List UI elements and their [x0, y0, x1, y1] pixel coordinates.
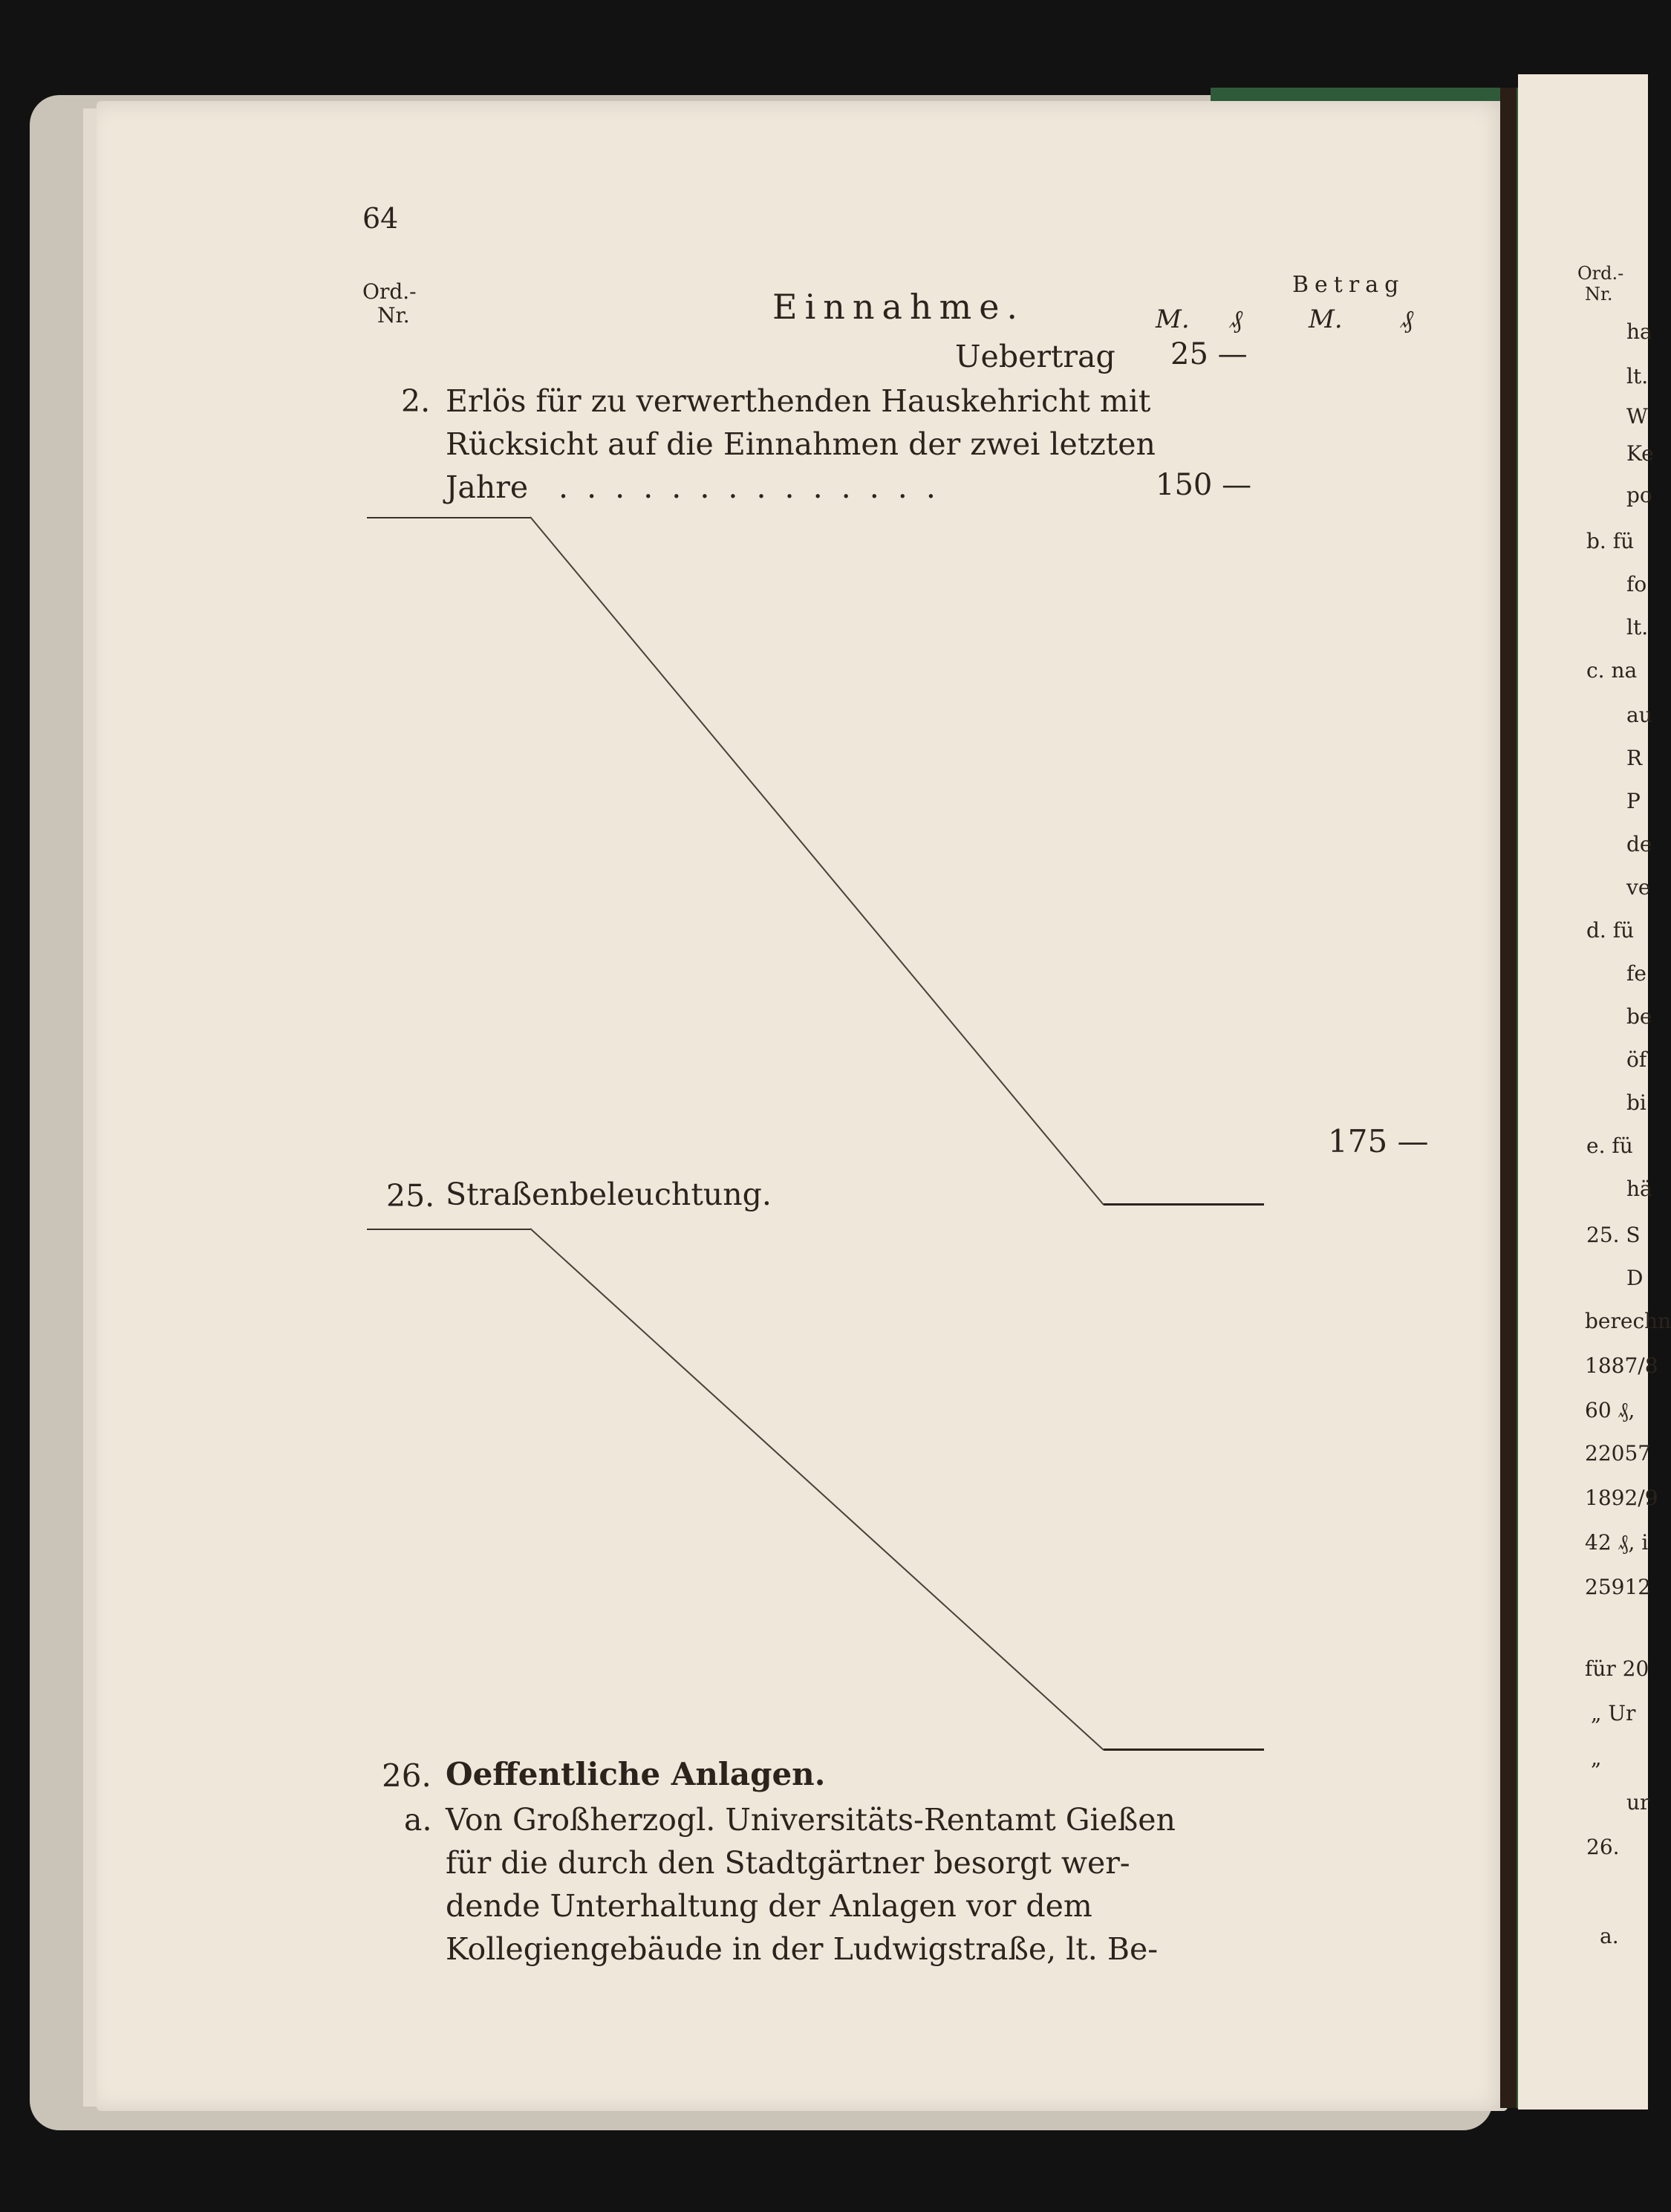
ord-nr-header-line2: Nr. [377, 303, 410, 328]
right-page-line-28: 1892/9 [1585, 1486, 1658, 1510]
right-page-line-11: R [1626, 746, 1643, 770]
right-page-line-23: D [1626, 1266, 1644, 1290]
item-2-cancel-diagonal [530, 517, 1104, 1205]
item-26a-label: a. [404, 1802, 432, 1838]
item-2-text-line2: Rücksicht auf die Einnahmen der zwei letzten [446, 426, 1156, 462]
item-26a-text-line3: dende Unterhaltung der Anlagen vor dem [446, 1888, 1092, 1924]
item-26-title: Oeffentliche Anlagen. [446, 1756, 826, 1792]
right-page-line-13: de [1626, 832, 1652, 856]
right-page-line-8: lt. [1626, 615, 1649, 640]
uebertrag-label: Uebertrag [955, 339, 1115, 374]
right-page-line-30: 25912 [1585, 1575, 1652, 1599]
right-page-line-18: öf [1626, 1047, 1647, 1072]
right-page-line-12: P [1626, 789, 1641, 813]
item-2-value: 150 — [1156, 468, 1252, 502]
right-page-line-26: 60 ₰, [1585, 1398, 1635, 1422]
item-2-text-line3: Jahre [446, 469, 529, 505]
right-page-line-5: po [1626, 483, 1652, 507]
right-page-line-2: lt. [1626, 364, 1649, 388]
right-page-line-35: 26. [1586, 1835, 1620, 1859]
right-page-ord: Ord.- [1577, 263, 1624, 284]
right-facing-page [1518, 74, 1671, 2109]
right-page-line-4: Ke [1626, 441, 1654, 466]
right-page-line-31: für 20 [1585, 1656, 1649, 1681]
right-page-line-6: b. fü [1586, 529, 1635, 553]
item-25-underline [367, 1229, 530, 1230]
page-number: 64 [362, 202, 399, 235]
ord-nr-header-line1: Ord.- [362, 279, 417, 304]
right-page-line-36: a. [1600, 1924, 1619, 1948]
right-page-line-29: 42 ₰, i [1585, 1530, 1649, 1555]
right-page-line-15: d. fü [1586, 918, 1635, 943]
right-page-line-27: 22057 [1585, 1441, 1652, 1466]
item-25-cancel-diagonal [530, 1229, 1104, 1750]
right-page-line-17: be [1626, 1004, 1652, 1029]
right-page-line-1: ha [1626, 319, 1652, 344]
item-26-number: 26. [382, 1757, 431, 1794]
right-page-line-14: ve [1626, 875, 1651, 900]
right-page-line-25: 1887/8 [1585, 1353, 1658, 1378]
subtotal-value: 175 — [1328, 1123, 1429, 1159]
subtotal-rule [1104, 1203, 1264, 1206]
right-page-line-21: hä [1626, 1177, 1652, 1201]
pfennig-column-header-1: ₰ [1230, 305, 1242, 334]
item-25-number: 25. [386, 1178, 435, 1214]
betrag-header: Betrag [1292, 272, 1405, 298]
right-page-nr: Nr. [1585, 284, 1613, 305]
item-2-leader-dots: . . . . . . . . . . . . . . [558, 469, 940, 505]
item-25-total-rule [1104, 1749, 1264, 1751]
right-page-line-20: e. fü [1586, 1133, 1633, 1158]
right-page-line-19: bi [1626, 1090, 1646, 1115]
mark-column-header-1: M. [1156, 305, 1190, 334]
item-2-text-line1: Erlös für zu verwerthenden Hauskehricht mit [446, 383, 1151, 419]
item-25-title: Straßenbeleuchtung. [446, 1177, 772, 1212]
right-page-line-34: ur [1626, 1790, 1650, 1815]
right-page-line-10: au [1626, 703, 1652, 727]
item-26a-text-line4: Kollegiengebäude in der Ludwigstraße, lt. Be- [446, 1931, 1159, 1967]
item-2-number: 2. [401, 383, 431, 419]
right-page-line-7: fo [1626, 572, 1647, 596]
item-26a-text-line2: für die durch den Stadtgärtner besorgt wer- [446, 1845, 1130, 1881]
right-page-line-22: 25. S [1586, 1223, 1641, 1247]
item-26a-text-line1: Von Großherzogl. Universitäts-Rentamt Gießen [446, 1802, 1176, 1838]
pfennig-column-header-2: ₰ [1401, 305, 1413, 334]
section-title: Einnahme. [772, 287, 1026, 327]
right-page-line-32: „ Ur [1591, 1701, 1636, 1725]
right-page-line-9: c. na [1586, 658, 1638, 683]
right-page-line-33: „ [1591, 1746, 1602, 1770]
right-page-line-24: berechn [1585, 1309, 1671, 1333]
right-page-line-16: fe [1626, 961, 1646, 986]
right-page-line-3: W [1626, 404, 1648, 429]
mark-column-header-2: M. [1309, 305, 1343, 334]
uebertrag-value: 25 — [1170, 337, 1248, 371]
